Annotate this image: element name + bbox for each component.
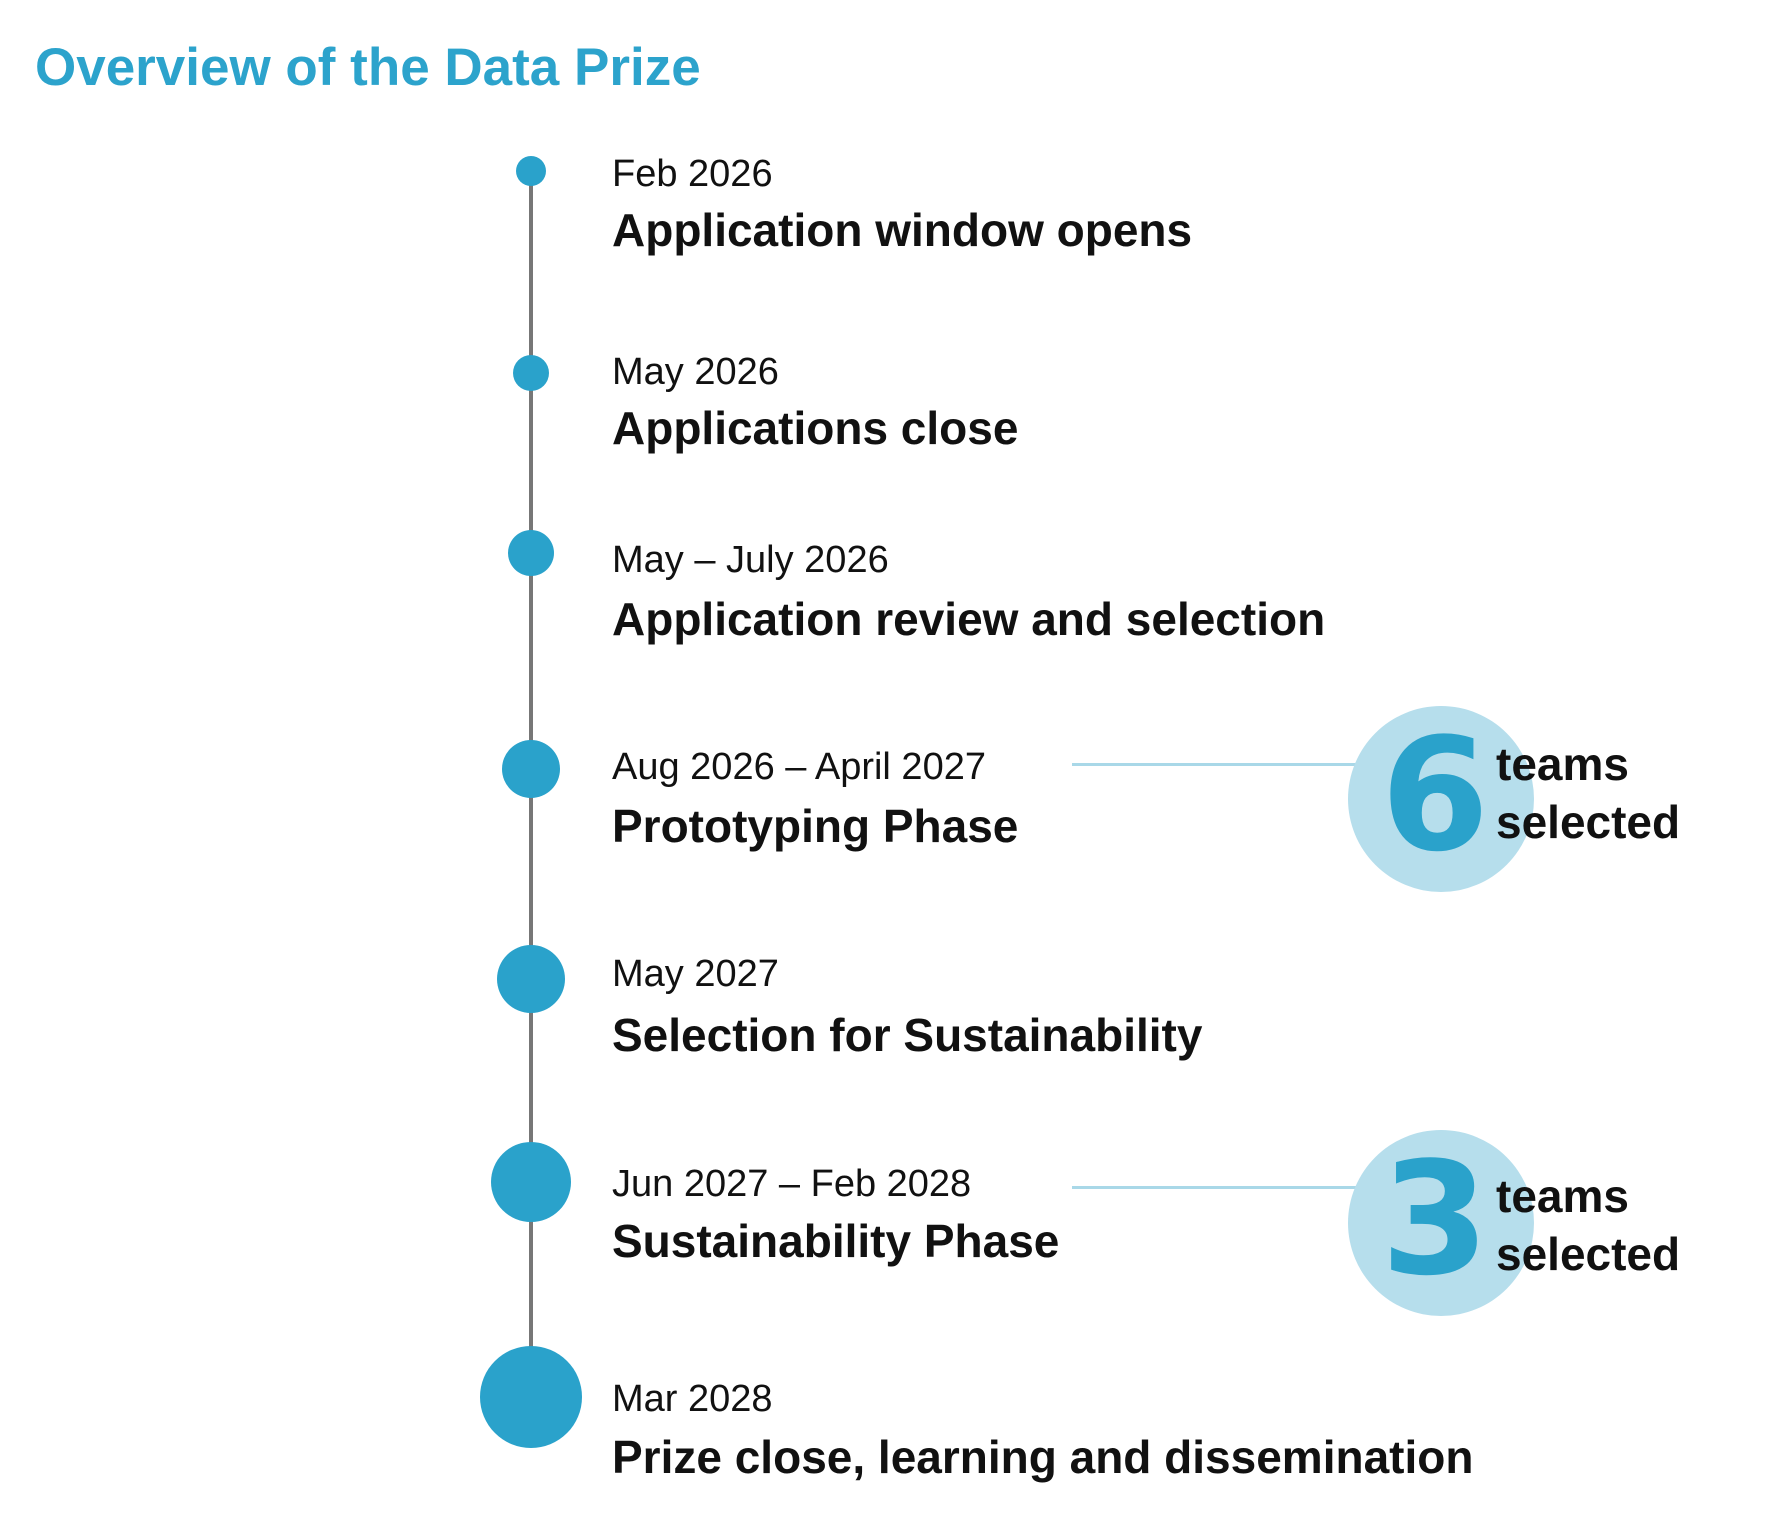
milestone-event: Prize close, learning and dissemination: [612, 1431, 1474, 1483]
badge-label: [1496, 1167, 1680, 1283]
milestone-event: Applications close: [612, 402, 1019, 454]
badge-label: [1496, 735, 1680, 851]
teams-count: 6: [1380, 704, 1490, 886]
milestone-event: Application review and selection: [612, 593, 1326, 645]
milestone-dot: [516, 156, 546, 186]
milestone-dot: [480, 1346, 582, 1448]
teams-count: 3: [1380, 1128, 1490, 1310]
milestone-event: Application window opens: [612, 204, 1193, 256]
milestone-event: Prototyping Phase: [612, 800, 1019, 852]
badge-connector: [1072, 1186, 1357, 1189]
page-title: Overview of the Data Prize: [35, 38, 701, 97]
milestone-dot: [508, 530, 554, 576]
badge-label-line1: teams: [1496, 1170, 1629, 1222]
badge-label-line2: selected: [1496, 796, 1681, 848]
milestone-date: Aug 2026 – April 2027: [612, 746, 986, 788]
badge-label-line1: teams: [1496, 738, 1629, 790]
milestone-event: Sustainability Phase: [612, 1215, 1060, 1267]
milestone-date: May 2026: [612, 351, 779, 393]
badge-connector: [1072, 763, 1357, 766]
milestone-date: Mar 2028: [612, 1378, 773, 1420]
milestone-dot: [502, 740, 560, 798]
milestone-dot: [497, 945, 565, 1013]
milestone-date: Jun 2027 – Feb 2028: [612, 1163, 972, 1205]
milestone-dot: [513, 355, 549, 391]
milestone-date: May 2027: [612, 953, 779, 995]
milestone-event: Selection for Sustainability: [612, 1009, 1203, 1061]
milestone-date: May – July 2026: [612, 539, 889, 581]
badge-label-line2: selected: [1496, 1228, 1681, 1280]
milestone-dot: [491, 1142, 571, 1222]
milestone-date: Feb 2026: [612, 153, 773, 195]
